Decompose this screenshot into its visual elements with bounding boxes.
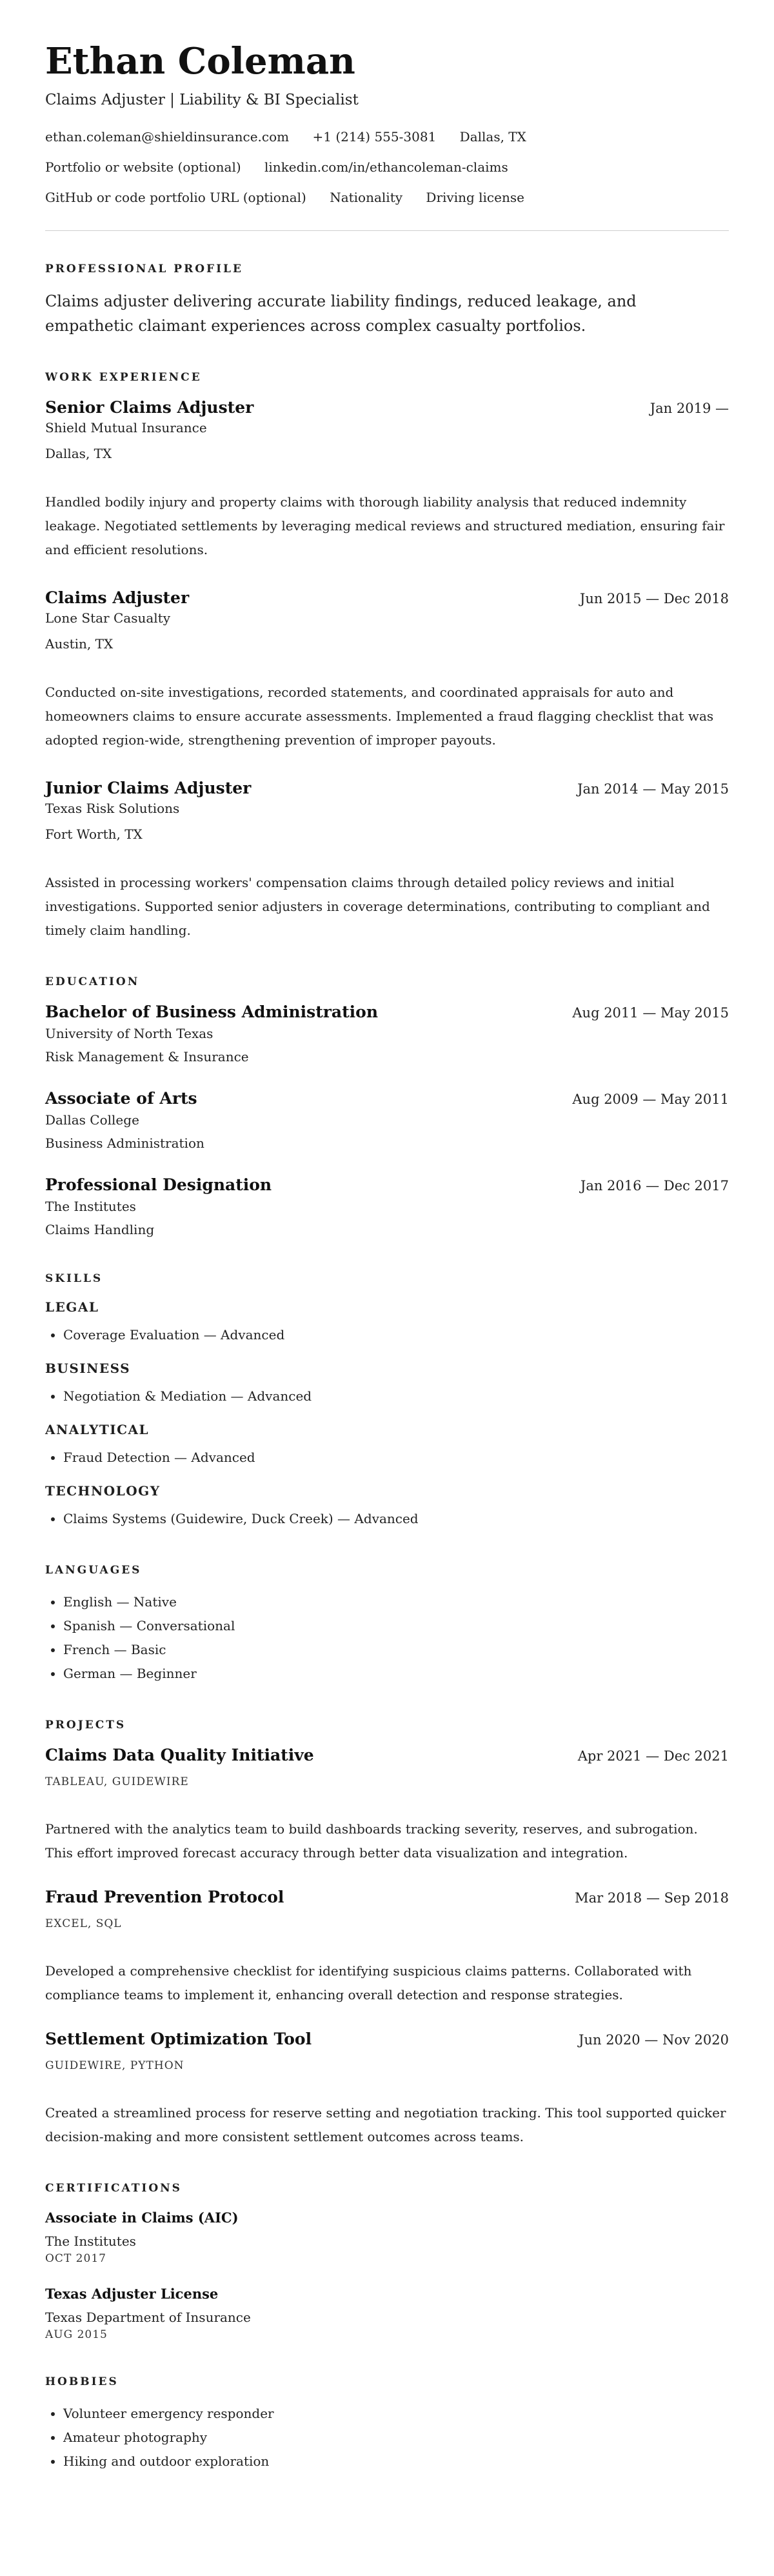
education-entry-head <box>45 1002 729 1023</box>
project-name: Fraud Prevention Protocol <box>45 1888 284 1906</box>
project-entry-head <box>45 1745 729 1766</box>
certification-name: Associate in Claims (AIC) <box>45 2210 239 2226</box>
school-name: University of North Texas <box>45 1026 213 1041</box>
contact-row-extra <box>45 188 729 206</box>
hobby-item: • Amateur photography <box>63 2426 729 2450</box>
degree-dates: Aug 2011 — May 2015 <box>572 1005 729 1021</box>
skill-list <box>45 1507 729 1531</box>
education-entry <box>45 1002 729 1066</box>
job-location: Austin, TX <box>45 636 114 652</box>
project-dates: Apr 2021 — Dec 2021 <box>577 1748 729 1764</box>
contact-website[interactable]: Portfolio or website (optional) <box>45 159 241 175</box>
education-section <box>45 975 729 1239</box>
education-entry-head <box>45 1175 729 1195</box>
contact-phone[interactable]: +1 (214) 555-3081 <box>312 129 437 145</box>
experience-section <box>45 370 729 943</box>
project-tags: GUIDEWIRE, PYTHON <box>45 2059 184 2072</box>
job-dates: Jan 2019 — <box>650 401 729 416</box>
project-description: Partnered with the analytics team to build dashboards tracking severity, reserves, and subrogation. This effort improved forecast accuracy through better data visualization and integration. <box>45 1821 698 1861</box>
skill-item: • Negotiation & Mediation — Advanced <box>63 1384 729 1408</box>
experience-entry <box>45 588 729 752</box>
certifications-section <box>45 2181 729 2342</box>
resume-header <box>45 40 729 206</box>
degree-title: Bachelor of Business Administration <box>45 1003 379 1021</box>
project-description: Developed a comprehensive checklist for identifying suspicious claims patterns. Collaborated with compliance teams to implement it, enhancing overall detection and response strategies. <box>45 1963 692 2002</box>
project-entry <box>45 1745 729 1865</box>
experience-entry <box>45 778 729 943</box>
education-entry <box>45 1088 729 1153</box>
skills-section-title: SKILLS <box>45 1272 103 1285</box>
education-section-title: EDUCATION <box>45 975 140 988</box>
project-dates: Mar 2018 — Sep 2018 <box>575 1890 729 1906</box>
skill-item: • Claims Systems (Guidewire, Duck Creek) — Advanced <box>63 1507 729 1531</box>
contact-linkedin[interactable]: linkedin.com/in/ethancoleman-claims <box>264 159 508 175</box>
job-dates: Jun 2015 — Dec 2018 <box>579 591 729 606</box>
certification-date: AUG 2015 <box>45 2328 108 2341</box>
projects-section <box>45 1718 729 2149</box>
job-dates: Jan 2014 — May 2015 <box>577 781 729 797</box>
profile-summary: Claims adjuster delivering accurate liability findings, reduced leakage, and empathetic claimant experiences across complex casualty portfolios. <box>45 292 637 335</box>
education-entry-head <box>45 1088 729 1109</box>
job-company: Lone Star Casualty <box>45 610 171 626</box>
skill-item: • Fraud Detection — Advanced <box>63 1446 729 1470</box>
contact-github[interactable]: GitHub or code portfolio URL (optional) <box>45 190 306 205</box>
skill-item: • Coverage Evaluation — Advanced <box>63 1323 729 1347</box>
skill-category: TECHNOLOGY <box>45 1483 161 1499</box>
project-entry-head <box>45 1887 729 1908</box>
experience-section-title: WORK EXPERIENCE <box>45 371 202 384</box>
hobby-list <box>45 2402 729 2473</box>
project-entry-head <box>45 2029 729 2050</box>
language-list <box>45 1590 729 1686</box>
project-dates: Jun 2020 — Nov 2020 <box>579 2032 729 2048</box>
languages-section-title: LANGUAGES <box>45 1564 142 1577</box>
school-name: The Institutes <box>45 1199 136 1214</box>
job-title: Senior Claims Adjuster <box>45 398 254 417</box>
projects-section-title: PROJECTS <box>45 1719 126 1732</box>
candidate-name: Ethan Coleman <box>45 40 355 83</box>
certification-issuer: The Institutes <box>45 2233 136 2249</box>
hobbies-section <box>45 2375 729 2473</box>
experience-entry-head <box>45 397 729 418</box>
skill-list <box>45 1446 729 1470</box>
skill-group <box>45 1360 729 1408</box>
skill-list <box>45 1323 729 1347</box>
skill-group <box>45 1483 729 1531</box>
certification-name: Texas Adjuster License <box>45 2286 219 2302</box>
project-name: Settlement Optimization Tool <box>45 2030 312 2048</box>
skill-group <box>45 1421 729 1470</box>
languages-section <box>45 1563 729 1686</box>
certification-entry <box>45 2284 729 2342</box>
experience-entry-head <box>45 588 729 608</box>
job-location: Dallas, TX <box>45 446 112 461</box>
job-description: Conducted on-site investigations, recorded statements, and coordinated appraisals for auto and homeowners claims to ensure accurate assessments. Implemented a fraud flagging checklist that was adopted region-wide, strengthening prevention of improper payouts. <box>45 684 714 748</box>
education-entry <box>45 1175 729 1239</box>
study-field: Risk Management & Insurance <box>45 1049 249 1064</box>
profile-section <box>45 262 729 338</box>
hobby-item: • Volunteer emergency responder <box>63 2402 729 2426</box>
job-company: Shield Mutual Insurance <box>45 420 207 435</box>
certifications-section-title: CERTIFICATIONS <box>45 2182 182 2195</box>
experience-entry-head <box>45 778 729 799</box>
project-entry <box>45 1887 729 2007</box>
contact-location: Dallas, TX <box>459 129 526 145</box>
certification-issuer: Texas Department of Insurance <box>45 2310 251 2325</box>
project-tags: EXCEL, SQL <box>45 1917 122 1930</box>
header-divider <box>45 230 729 231</box>
skill-category: LEGAL <box>45 1299 99 1315</box>
hobbies-section-title: HOBBIES <box>45 2375 119 2388</box>
contact-driving-license: Driving license <box>426 190 524 205</box>
degree-title: Professional Designation <box>45 1175 272 1194</box>
contact-nationality: Nationality <box>330 190 403 205</box>
job-title: Claims Adjuster <box>45 588 190 607</box>
job-title: Junior Claims Adjuster <box>45 779 252 797</box>
certification-date: OCT 2017 <box>45 2252 106 2265</box>
skill-group <box>45 1299 729 1347</box>
contact-row-links <box>45 158 729 176</box>
project-tags: TABLEAU, GUIDEWIRE <box>45 1775 189 1788</box>
skill-list <box>45 1384 729 1408</box>
job-description: Handled bodily injury and property claims with thorough liability analysis that reduced indemnity leakage. Negotiated settlements by leveraging medical reviews and structured mediation, ensuring fair and efficient resolutions. <box>45 494 725 557</box>
project-name: Claims Data Quality Initiative <box>45 1746 314 1764</box>
school-name: Dallas College <box>45 1112 139 1128</box>
job-description: Assisted in processing workers' compensation claims through detailed policy reviews and initial investigations. Supported senior adjusters in coverage determinations, contributing to compliant and timely claim handling. <box>45 875 710 938</box>
profile-section-title: PROFESSIONAL PROFILE <box>45 263 243 275</box>
language-item: • German — Beginner <box>63 1662 729 1686</box>
degree-title: Associate of Arts <box>45 1089 197 1108</box>
skill-category: BUSINESS <box>45 1361 131 1376</box>
hobby-item: • Hiking and outdoor exploration <box>63 2450 729 2473</box>
job-company: Texas Risk Solutions <box>45 801 180 816</box>
skills-section <box>45 1272 729 1531</box>
experience-entry <box>45 397 729 562</box>
study-field: Claims Handling <box>45 1222 155 1237</box>
degree-dates: Jan 2016 — Dec 2017 <box>580 1178 729 1193</box>
degree-dates: Aug 2009 — May 2011 <box>572 1092 729 1107</box>
study-field: Business Administration <box>45 1135 204 1151</box>
project-description: Created a streamlined process for reserve setting and negotiation tracking. This tool supported quicker decision-making and more consistent settlement outcomes across teams. <box>45 2105 726 2144</box>
job-location: Fort Worth, TX <box>45 826 143 842</box>
language-item: • Spanish — Conversational <box>63 1614 729 1638</box>
candidate-headline: Claims Adjuster | Liability & BI Specialist <box>45 92 359 108</box>
language-item: • French — Basic <box>63 1638 729 1662</box>
project-entry <box>45 2029 729 2149</box>
contact-row-primary <box>45 128 729 146</box>
language-item: • English — Native <box>63 1590 729 1614</box>
skill-category: ANALYTICAL <box>45 1422 150 1437</box>
contact-email[interactable]: ethan.coleman@shieldinsurance.com <box>45 129 290 145</box>
certification-entry <box>45 2208 729 2266</box>
